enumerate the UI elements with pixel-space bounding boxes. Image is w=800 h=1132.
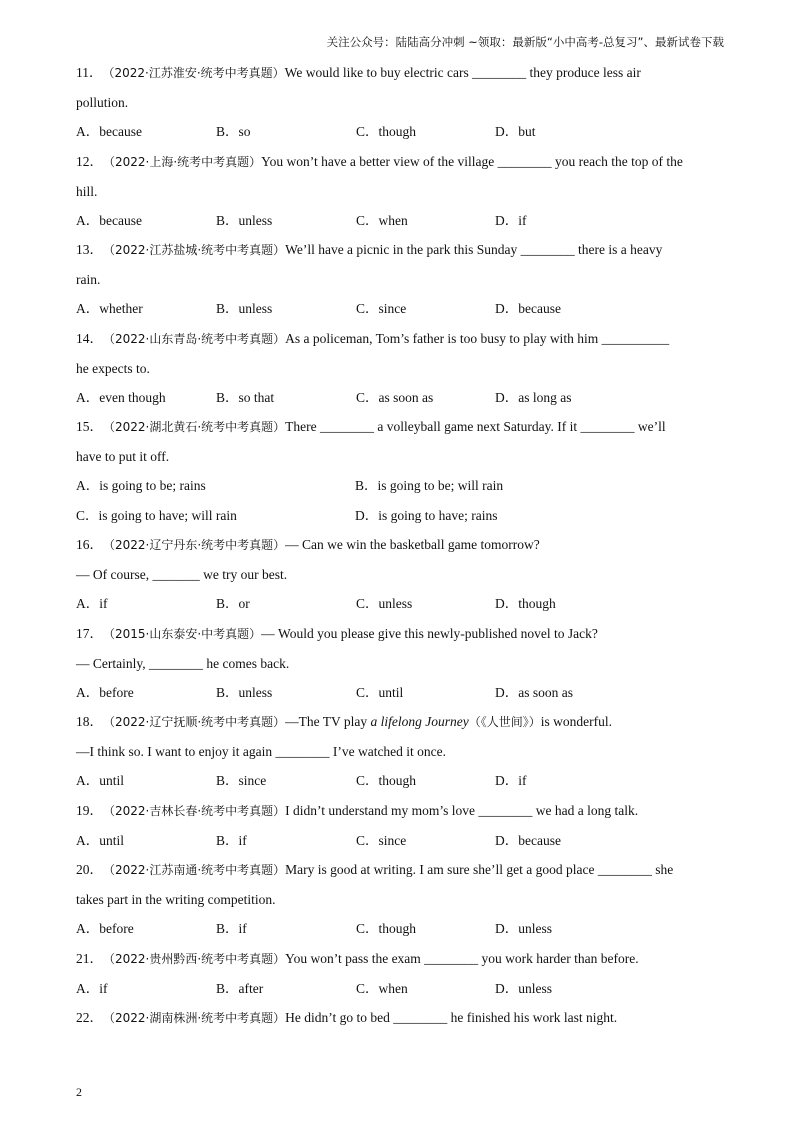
option-d[interactable]: D．is going to have; rains xyxy=(355,507,498,523)
question-21 xyxy=(76,944,726,1004)
option-d[interactable]: D．unless xyxy=(495,921,552,936)
option-a[interactable]: A．whether xyxy=(76,301,143,316)
question-source: （2022·江苏淮安·统考中考真题） xyxy=(108,66,285,80)
question-stem-continued: — Of course, _______ we try our best. xyxy=(76,567,288,582)
option-c[interactable]: C．until xyxy=(356,684,404,700)
question-stem: — Can we win the basketball game tomorrow? xyxy=(285,537,540,552)
question-stem: There ________ a volleyball game next Saturday. If it ________ we’ll xyxy=(285,419,666,434)
question-14 xyxy=(76,324,726,413)
question-stem: — Would you please give this newly-published novel to Jack? xyxy=(261,625,598,641)
option-d[interactable]: D．because xyxy=(495,832,561,848)
option-c[interactable]: C．though xyxy=(356,124,417,139)
option-c[interactable]: C．is going to have; will rain xyxy=(76,507,237,523)
question-source: （2022·辽宁抚顺·统考中考真题） xyxy=(109,715,286,729)
answer-options xyxy=(76,678,726,708)
option-c[interactable]: C．when xyxy=(356,212,408,228)
option-b[interactable]: B．unless xyxy=(216,212,273,228)
question-number: 13． xyxy=(76,242,103,257)
question-source: （2022·湖南株洲·统考中考真题） xyxy=(109,1011,286,1025)
question-stem: As a policeman, Tom’s father is too busy to play with him __________ xyxy=(285,330,670,346)
question-source: （2022·贵州黔西·统考中考真题） xyxy=(109,951,286,966)
answer-options xyxy=(76,206,726,236)
question-stem: You won’t pass the exam ________ you work harder than before. xyxy=(285,950,639,966)
option-d[interactable]: D．though xyxy=(495,596,556,611)
question-source: （2022·辽宁丹东·统考中考真题） xyxy=(109,538,286,552)
question-stem-continued: pollution. xyxy=(76,95,129,110)
option-b[interactable]: B．unless xyxy=(216,684,273,700)
option-d[interactable]: D．because xyxy=(495,301,561,316)
option-a[interactable]: A．before xyxy=(76,921,134,936)
question-stem: We’ll have a picnic in the park this Sunday ________ there is a heavy xyxy=(285,242,663,257)
question-stem: I didn’t understand my mom’s love ________ we had a long talk. xyxy=(285,802,639,818)
option-a[interactable]: A．is going to be; rains xyxy=(76,478,206,493)
question-stem-continued: rain. xyxy=(76,272,101,287)
question-stem: He didn’t go to bed ________ he finished his work last night. xyxy=(285,1010,618,1025)
question-stem: You won’t have a better view of the village ________ you reach the top of the xyxy=(261,153,683,169)
page-number: 2 xyxy=(76,1085,82,1099)
option-c[interactable]: C．though xyxy=(356,773,417,788)
option-d[interactable]: D．if xyxy=(495,773,527,788)
option-c[interactable]: C．though xyxy=(356,921,417,936)
question-22 xyxy=(76,1003,726,1033)
answer-options xyxy=(76,383,726,413)
answer-options xyxy=(76,117,726,147)
question-12 xyxy=(76,147,726,236)
question-16 xyxy=(76,530,726,619)
option-b[interactable]: B．is going to be; will rain xyxy=(355,478,504,493)
option-a[interactable]: A．because xyxy=(76,124,142,139)
option-b[interactable]: B．or xyxy=(216,596,250,611)
question-source: （2022·上海·统考中考真题） xyxy=(109,154,262,169)
question-19 xyxy=(76,796,726,856)
answer-options xyxy=(76,589,726,619)
option-b[interactable]: B．if xyxy=(216,921,247,936)
play-title: a lifelong Journey xyxy=(370,714,469,729)
question-source: （2022·江苏盐城·统考中考真题） xyxy=(109,243,286,257)
option-d[interactable]: D．if xyxy=(495,212,527,228)
question-number: 17． xyxy=(76,625,103,641)
option-c[interactable]: C．when xyxy=(356,980,408,996)
answer-options-row-2 xyxy=(76,501,726,531)
option-b[interactable]: B．unless xyxy=(216,301,273,316)
question-number: 12． xyxy=(76,153,103,169)
question-17 xyxy=(76,619,726,708)
option-b[interactable]: B．if xyxy=(216,832,247,848)
question-source: （2015·山东泰安·中考真题） xyxy=(109,626,262,641)
option-d[interactable]: D．unless xyxy=(495,980,552,996)
question-number: 19． xyxy=(76,802,103,818)
answer-options xyxy=(76,914,726,944)
option-a[interactable]: A．if xyxy=(76,980,108,996)
question-13 xyxy=(76,235,726,324)
question-stem-continued: hill. xyxy=(76,183,98,199)
question-stem: —The TV play xyxy=(285,714,371,729)
option-a[interactable]: A．because xyxy=(76,212,142,228)
question-number: 21． xyxy=(76,950,103,966)
question-number: 11． xyxy=(76,65,103,80)
question-number: 16． xyxy=(76,537,103,552)
question-number: 14． xyxy=(76,330,103,346)
question-source: （2022·吉林长春·统考中考真题） xyxy=(109,803,286,818)
option-b[interactable]: B．so that xyxy=(216,389,275,405)
question-15 xyxy=(76,412,726,530)
question-stem-continued: he expects to. xyxy=(76,360,150,376)
question-number: 22． xyxy=(76,1010,103,1025)
question-18 xyxy=(76,707,726,796)
option-c[interactable]: C．since xyxy=(356,832,407,848)
answer-options xyxy=(76,766,726,796)
question-list xyxy=(76,58,726,1033)
question-20 xyxy=(76,855,726,944)
option-a[interactable]: A．if xyxy=(76,596,108,611)
page-header: 关注公众号：陆陆高分冲刺 ~领取：最新版“小中高考-总复习”、最新试卷下载 xyxy=(326,35,724,49)
option-d[interactable]: D．as soon as xyxy=(495,684,573,700)
question-source: （2022·江苏南通·统考中考真题） xyxy=(109,863,286,877)
option-d[interactable]: D．but xyxy=(495,124,536,139)
question-number: 20． xyxy=(76,862,103,877)
question-11 xyxy=(76,58,726,147)
question-stem: Mary is good at writing. I am sure she’ll get a good place ________ she xyxy=(285,862,674,877)
option-b[interactable]: B．after xyxy=(216,980,264,996)
answer-options xyxy=(76,294,726,324)
question-stem-continued: — Certainly, ________ he comes back. xyxy=(76,655,290,671)
option-a[interactable]: A．before xyxy=(76,684,134,700)
option-c[interactable]: C．since xyxy=(356,301,407,316)
option-c[interactable]: C．as soon as xyxy=(356,389,434,405)
option-a[interactable]: A．until xyxy=(76,773,125,788)
option-b[interactable]: B．so xyxy=(216,124,251,139)
option-a[interactable]: A．even though xyxy=(76,389,166,405)
option-b[interactable]: B．since xyxy=(216,773,267,788)
question-stem-continued: have to put it off. xyxy=(76,449,170,464)
option-a[interactable]: A．until xyxy=(76,832,125,848)
option-c[interactable]: C．unless xyxy=(356,596,413,611)
question-number: 18． xyxy=(76,714,103,729)
option-d[interactable]: D．as long as xyxy=(495,389,572,405)
question-stem-continued: takes part in the writing competition. xyxy=(76,892,276,907)
answer-options xyxy=(76,826,726,856)
question-stem-continued: —I think so. I want to enjoy it again ________ I’ve watched it once. xyxy=(76,744,447,759)
question-stem: We would like to buy electric cars ________ they produce less air xyxy=(284,65,641,80)
question-source: （2022·湖北黄石·统考中考真题） xyxy=(109,420,286,434)
play-title-chinese: （《人世间》） xyxy=(468,715,541,729)
question-stem-end: is wonderful. xyxy=(540,714,613,729)
answer-options-row-1 xyxy=(76,471,726,501)
question-source: （2022·山东青岛·统考中考真题） xyxy=(109,331,286,346)
question-number: 15． xyxy=(76,419,103,434)
answer-options xyxy=(76,974,726,1004)
